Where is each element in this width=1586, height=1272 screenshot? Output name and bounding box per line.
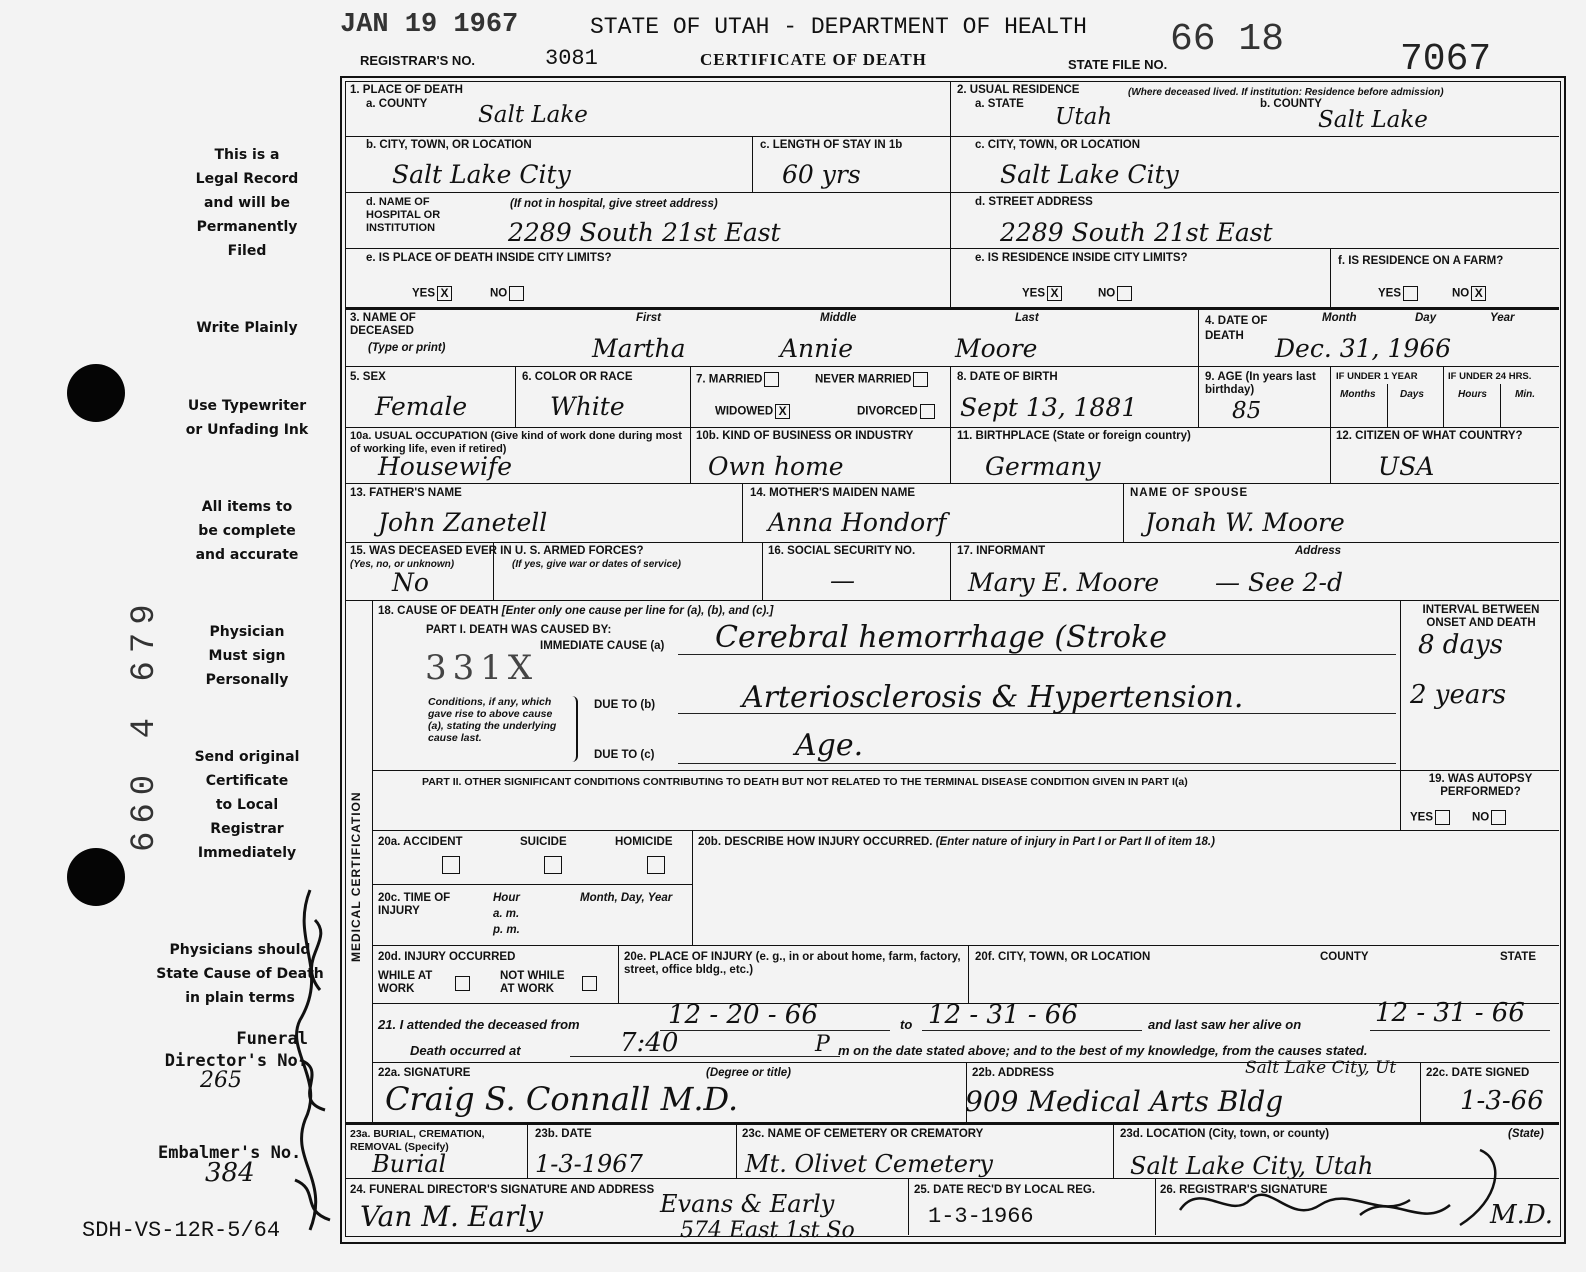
first-name-label: First xyxy=(636,312,661,324)
physician-note: Physician Must sign Personally xyxy=(205,624,289,688)
interval-label: INTERVAL BETWEEN ONSET AND DEATH xyxy=(1422,604,1540,629)
legal-record-note: This is a Legal Record and will be Permanently Filed xyxy=(195,147,299,259)
occurred-at-value: 7:40 xyxy=(620,1028,679,1058)
residence-city-value: Salt Lake City xyxy=(1000,160,1179,189)
am-pm-value: P xyxy=(815,1032,830,1057)
form-id: SDH-VS-12R-5/64 xyxy=(82,1218,281,1243)
residence-state-value: Utah xyxy=(1055,104,1113,130)
citizen-label: 12. CITIZEN OF WHAT COUNTRY? xyxy=(1336,430,1523,442)
part2-label: PART II. OTHER SIGNIFICANT CONDITIONS CONTRIBUTING TO DEATH BUT NOT RELATED TO THE TERMINAL DISEASE CONDITION GIVEN IN PART I(a) xyxy=(422,776,1188,788)
widowed-option[interactable]: WIDOWED X xyxy=(715,404,790,419)
birthplace-label: 11. BIRTHPLACE (State or foreign country) xyxy=(957,430,1191,442)
date-of-death-label: 4. DATE OF DEATH xyxy=(1205,315,1268,342)
while-at-work-option[interactable]: WHILE AT WORK xyxy=(378,970,488,996)
registrar-no: 3081 xyxy=(545,46,598,71)
write-plainly-note: Write Plainly xyxy=(196,320,298,336)
diagnosis-code: 331X xyxy=(425,648,539,688)
armed-forces-hint-2: (If yes, give war or dates of service) xyxy=(512,559,681,570)
date-received-label: 25. DATE REC'D BY LOCAL REG. xyxy=(914,1184,1096,1196)
attended-to-value: 12 - 31 - 66 xyxy=(928,1000,1078,1030)
occupation-label: 10a. USUAL OCCUPATION (Give kind of work done during most of working life, even if retired) xyxy=(350,430,682,455)
hospital-value: 2289 South 21st East xyxy=(508,218,781,247)
immediate-cause-value: Cerebral hemorrhage (Stroke xyxy=(715,620,1167,655)
age-label: 9. AGE (In years last birthday) xyxy=(1205,371,1316,396)
last-name-label: Last xyxy=(1015,312,1039,324)
father-label: 13. FATHER'S NAME xyxy=(350,487,462,499)
residence-inside-city-no[interactable]: NO xyxy=(1098,286,1132,301)
middle-name-value: Annie xyxy=(780,334,854,363)
armed-forces-hint-1: (Yes, no, or unknown) xyxy=(350,559,455,570)
residence-inside-city-yes[interactable]: YES X xyxy=(1022,286,1062,301)
physician-address-label: 22b. ADDRESS xyxy=(972,1067,1055,1079)
residence-state-label: a. STATE xyxy=(975,98,1024,110)
registrar-no-label: REGISTRAR'S NO. xyxy=(360,53,476,68)
vertical-file-number: 660 4 679 xyxy=(126,596,164,852)
conditions-note: Conditions, if any, which gave rise to above cause (a), stating the underlying cause last. xyxy=(428,696,557,744)
mother-label: 14. MOTHER'S MAIDEN NAME xyxy=(750,487,916,499)
describe-injury-label: 20b. DESCRIBE HOW INJURY OCCURRED. (Enter nature of injury in Part I or Part II of item 18.) xyxy=(698,836,1215,848)
time-of-injury-label: 20c. TIME OF INJURY xyxy=(378,892,451,917)
residence-inside-city-label: e. IS RESIDENCE INSIDE CITY LIMITS? xyxy=(975,252,1188,264)
cause-of-death-label: 18. CAUSE OF DEATH [Enter only one cause per line for (a), (b), and (c).] xyxy=(378,605,774,617)
part1-label: PART I. DEATH WAS CAUSED BY: xyxy=(426,624,612,636)
length-of-stay-label: c. LENGTH OF STAY IN 1b xyxy=(760,139,903,151)
suicide-label: SUICIDE xyxy=(520,836,567,848)
last-saw-label: and last saw her alive on xyxy=(1148,1017,1302,1032)
last-name-value: Moore xyxy=(955,334,1038,363)
funeral-director-no: 265 xyxy=(200,1068,242,1093)
homicide-label: HOMICIDE xyxy=(615,836,673,848)
residence-county-value: Salt Lake xyxy=(1318,107,1428,133)
funeral-director-no-label: Funeral Director's No. xyxy=(164,1029,308,1071)
burial-date-value: 1-3-1967 xyxy=(535,1150,643,1178)
informant-value: Mary E. Moore xyxy=(968,568,1160,597)
ssn-label: 16. SOCIAL SECURITY NO. xyxy=(768,545,916,557)
married-option[interactable]: 7. MARRIED xyxy=(696,372,779,387)
suicide-checkbox[interactable] xyxy=(544,856,562,874)
date-of-death-value: Dec. 31, 1966 xyxy=(1275,334,1452,363)
business-value: Own home xyxy=(708,452,844,481)
send-original-note: Send original Certificate to Local Registrar Immediately xyxy=(194,749,300,861)
state-file-number: 7067 xyxy=(1400,38,1492,81)
under-24-hrs-label: IF UNDER 24 HRS. xyxy=(1448,371,1532,382)
accident-label: 20a. ACCIDENT xyxy=(378,836,463,848)
to-label: to xyxy=(900,1017,913,1032)
medical-certification-side-label: MEDICAL CERTIFICATION xyxy=(349,791,363,962)
race-value: White xyxy=(550,392,625,421)
death-city-value: Salt Lake City xyxy=(392,160,571,189)
burial-location-label: 23d. LOCATION (City, town, or county) xyxy=(1120,1128,1330,1140)
due-to-c-label: DUE TO (c) xyxy=(594,749,655,761)
accident-checkbox[interactable] xyxy=(442,856,460,874)
spouse-label: NAME OF SPOUSE xyxy=(1130,487,1249,499)
birth-date-label: 8. DATE OF BIRTH xyxy=(957,371,1058,383)
interval-b-value: 2 years xyxy=(1410,680,1507,710)
punch-hole-bottom xyxy=(67,848,125,906)
birth-date-value: Sept 13, 1881 xyxy=(960,393,1138,422)
ssn-value: — xyxy=(830,566,855,595)
occurred-statement: m on the date stated above; and to the best of my knowledge, from the causes stated. xyxy=(838,1043,1368,1058)
registrar-signature: M.D. xyxy=(1490,1200,1554,1230)
funeral-firm: Evans & Early xyxy=(660,1190,835,1218)
residence-city-label: c. CITY, TOWN, OR LOCATION xyxy=(975,139,1141,151)
hours-label: Hours xyxy=(1458,389,1487,400)
physician-signature: Craig S. Connall M.D. xyxy=(385,1080,739,1118)
birthplace-value: Germany xyxy=(985,452,1101,481)
burial-location-value: Salt Lake City, Utah xyxy=(1130,1152,1374,1180)
street-address-value: 2289 South 21st East xyxy=(1000,218,1273,247)
age-value: 85 xyxy=(1232,398,1262,424)
autopsy-label: 19. WAS AUTOPSY PERFORMED? xyxy=(1428,773,1533,798)
usual-residence-label: 2. USUAL RESIDENCE xyxy=(957,84,1080,96)
sex-value: Female xyxy=(375,392,468,421)
place-of-death-label: 1. PLACE OF DEATH xyxy=(350,84,463,96)
due-to-c-value: Age. xyxy=(795,728,864,763)
am-label: a. m. xyxy=(493,908,520,920)
injury-occurred-label: 20d. INJURY OCCURRED xyxy=(378,951,516,963)
residence-county-label: b. COUNTY xyxy=(1260,98,1322,110)
not-while-at-work-option[interactable]: NOT WHILE AT WORK xyxy=(500,970,615,996)
last-saw-value: 12 - 31 - 66 xyxy=(1375,998,1525,1028)
state-file-label: STATE FILE NO. xyxy=(1068,57,1168,72)
death-inside-city-yes[interactable]: YES X xyxy=(412,286,452,301)
spouse-value: Jonah W. Moore xyxy=(1145,508,1345,537)
date-signed-label: 22c. DATE SIGNED xyxy=(1426,1067,1530,1079)
armed-forces-value: No xyxy=(392,568,429,597)
state-file-prefix: 66 18 xyxy=(1170,18,1285,61)
deceased-name-hint: (Type or print) xyxy=(368,342,446,354)
immediate-cause-label: IMMEDIATE CAUSE (a) xyxy=(540,640,665,652)
burial-type-value: Burial xyxy=(372,1150,447,1178)
middle-name-label: Middle xyxy=(820,312,857,324)
informant-address-value: — See 2-d xyxy=(1215,568,1343,597)
informant-address-label: Address xyxy=(1295,545,1342,557)
informant-label: 17. INFORMANT xyxy=(957,545,1046,557)
days-label: Days xyxy=(1400,389,1424,400)
month-label: Month xyxy=(1322,312,1357,324)
death-county-value: Salt Lake xyxy=(478,102,588,128)
race-label: 6. COLOR OR RACE xyxy=(522,371,633,383)
injury-county-label: COUNTY xyxy=(1320,951,1369,963)
farm-label: f. IS RESIDENCE ON A FARM? xyxy=(1338,255,1504,267)
min-label: Min. xyxy=(1515,389,1535,400)
autopsy-no[interactable]: NO xyxy=(1472,810,1506,825)
embalmer-no: 384 xyxy=(205,1158,255,1188)
hospital-hint: (If not in hospital, give street address) xyxy=(510,198,718,210)
occupation-value: Housewife xyxy=(378,452,513,481)
hospital-label: d. NAME OF HOSPITAL OR INSTITUTION xyxy=(366,196,441,234)
divorced-option[interactable]: DIVORCED xyxy=(857,404,935,419)
funeral-director-signature-label: 24. FUNERAL DIRECTOR'S SIGNATURE AND ADDRESS xyxy=(350,1184,655,1196)
due-to-b-label: DUE TO (b) xyxy=(594,699,656,711)
embalmer-no-label: Embalmer's No. xyxy=(158,1143,302,1163)
under-1-year-label: IF UNDER 1 YEAR xyxy=(1336,371,1418,382)
certificate-title: CERTIFICATE OF DEATH xyxy=(700,50,927,69)
attended-from-value: 12 - 20 - 66 xyxy=(668,1000,818,1030)
citizen-value: USA xyxy=(1378,452,1435,481)
registrar-signature-label: 26. REGISTRAR'S SIGNATURE xyxy=(1160,1184,1328,1196)
pm-label: p. m. xyxy=(493,924,520,936)
registrar-signature-scribble xyxy=(1160,1140,1540,1235)
business-label: 10b. KIND OF BUSINESS OR INDUSTRY xyxy=(696,430,914,442)
mother-value: Anna Hondorf xyxy=(768,508,947,537)
injury-state-label: STATE xyxy=(1500,951,1536,963)
burial-state-label: (State) xyxy=(1508,1128,1544,1140)
physician-address-city: Salt Lake City, Ut xyxy=(1245,1058,1397,1078)
received-stamp: JAN 19 1967 xyxy=(340,10,519,40)
burial-date-label: 23b. DATE xyxy=(535,1128,592,1140)
date-signed-value: 1-3-66 xyxy=(1460,1086,1544,1116)
punch-hole-top xyxy=(67,364,125,422)
usual-residence-hint: (Where deceased lived. If institution: Residence before admission) xyxy=(1128,87,1444,98)
form-title: STATE OF UTAH - DEPARTMENT OF HEALTH xyxy=(590,14,1087,40)
sex-label: 5. SEX xyxy=(350,371,386,383)
signature-label: 22a. SIGNATURE xyxy=(378,1067,471,1079)
place-of-injury-label: 20e. PLACE OF INJURY (e. g., in or about home, farm, factory, street, office bldg., etc.) xyxy=(624,951,961,976)
funeral-address: 574 East 1st So xyxy=(680,1218,855,1243)
month-day-year-label: Month, Day, Year xyxy=(580,892,673,904)
farm-no[interactable]: NO X xyxy=(1452,286,1486,301)
homicide-checkbox[interactable] xyxy=(647,856,665,874)
death-inside-city-no[interactable]: NO xyxy=(490,286,524,301)
complete-note: All items to be complete and accurate xyxy=(195,499,299,563)
interval-a-value: 8 days xyxy=(1418,630,1503,660)
never-married-option[interactable]: NEVER MARRIED xyxy=(815,372,928,387)
months-label: Months xyxy=(1340,389,1376,400)
first-name-value: Martha xyxy=(592,334,686,363)
funeral-director-signature: Van M. Early xyxy=(360,1200,544,1233)
injury-city-label: 20f. CITY, TOWN, OR LOCATION xyxy=(975,951,1151,963)
year-label: Year xyxy=(1490,312,1515,324)
hour-label: Hour xyxy=(493,892,520,904)
due-to-b-value: Arteriosclerosis & Hypertension. xyxy=(742,680,1244,715)
street-address-label: d. STREET ADDRESS xyxy=(975,196,1093,208)
father-value: John Zanetell xyxy=(378,508,548,537)
cemetery-value: Mt. Olivet Cemetery xyxy=(745,1150,993,1178)
death-county-label: a. COUNTY xyxy=(366,98,428,110)
autopsy-yes[interactable]: YES xyxy=(1410,810,1450,825)
length-of-stay-value: 60 yrs xyxy=(782,160,861,189)
physician-address-value: 909 Medical Arts Bldg xyxy=(965,1085,1284,1118)
death-city-label: b. CITY, TOWN, OR LOCATION xyxy=(366,139,532,151)
day-label: Day xyxy=(1415,312,1437,324)
typewriter-note: Use Typewriter or Unfading Ink xyxy=(185,398,309,438)
cause-plain-note: Physicians should State Cause of Death in plain terms xyxy=(156,942,324,1006)
death-inside-city-label: e. IS PLACE OF DEATH INSIDE CITY LIMITS? xyxy=(366,252,612,264)
deceased-name-label: 3. NAME OF DECEASED xyxy=(350,312,416,337)
cemetery-label: 23c. NAME OF CEMETERY OR CREMATORY xyxy=(742,1128,984,1140)
burial-type-label: 23a. BURIAL, CREMATION, REMOVAL (Specify) xyxy=(350,1128,485,1153)
armed-forces-label: 15. WAS DECEASED EVER IN U. S. ARMED FORCES? xyxy=(350,545,644,557)
date-received-value: 1-3-1966 xyxy=(928,1204,1034,1229)
occurred-at-label: Death occurred at xyxy=(410,1043,521,1058)
farm-yes[interactable]: YES xyxy=(1378,286,1418,301)
attended-label: 21. I attended the deceased from xyxy=(378,1017,580,1032)
conditions-brace xyxy=(568,696,578,762)
degree-label: (Degree or title) xyxy=(706,1067,791,1079)
